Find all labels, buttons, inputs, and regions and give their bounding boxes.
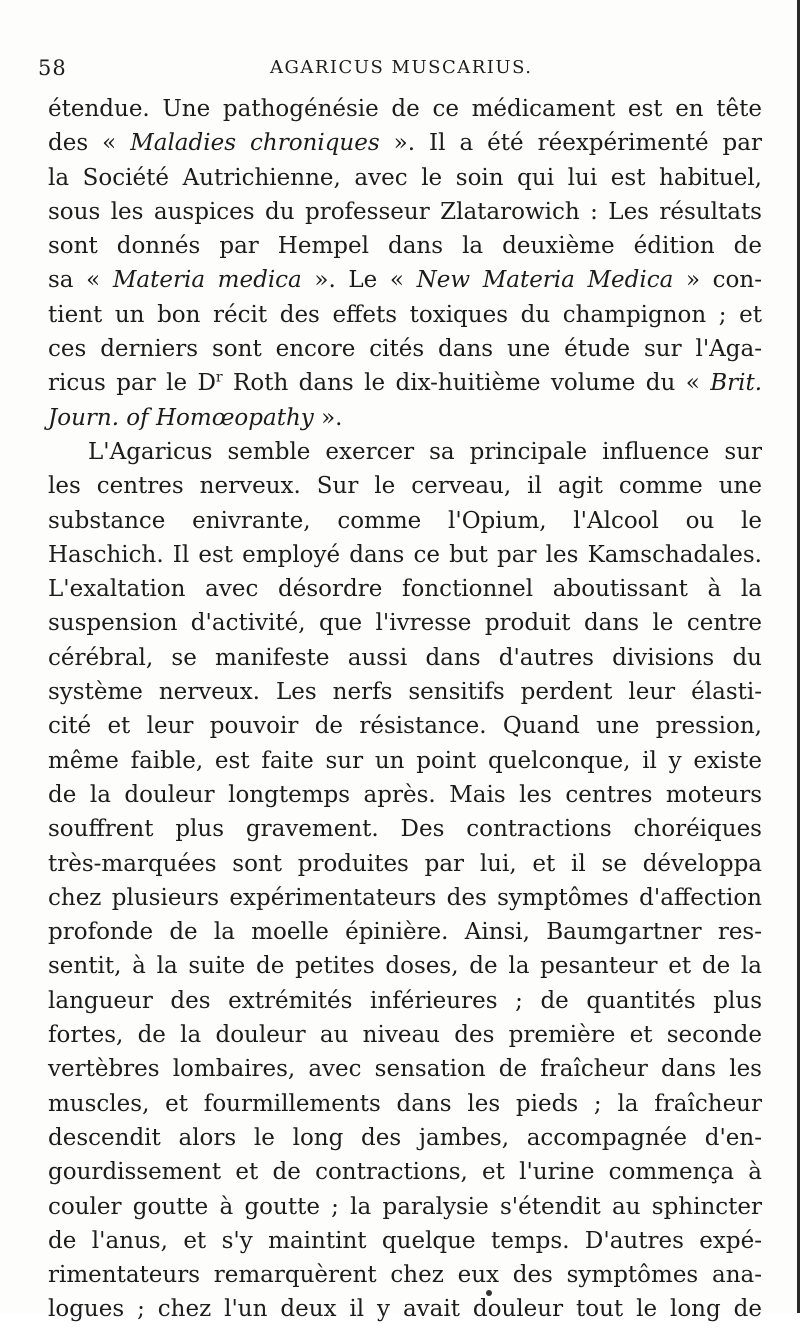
italic-text: Journ. of Homœopathy [48,404,314,431]
text-line [48,229,762,263]
text-line [48,778,762,812]
text-line [48,1155,762,1189]
text-run: suspension d'activité, que l'ivresse produit dans le centre [48,610,762,637]
text-line [48,1292,762,1326]
text-line [48,126,762,160]
text-line [48,847,762,881]
text-run: la Société Autrichienne, avec le soin qui lui est habituel, [48,164,762,191]
text-run: couler goutte à goutte ; la paralysie s'étendit au sphincter [48,1193,762,1220]
text-line [48,504,762,538]
text-run: les centres nerveux. Sur le cerveau, il agit comme une [48,473,762,500]
text-run: sous les auspices du professeur Zlatarowich : Les résultats [48,198,762,225]
text-run: logues ; chez l'un deux il y avait douleur tout le long de [48,1296,762,1323]
text-line [48,1224,762,1258]
italic-text: Materia medica [112,267,302,294]
text-run: très-marquées sont produites par lui, et il se développa [48,850,762,877]
text-line [48,195,762,229]
running-title: AGARICUS MUSCARIUS. [270,57,533,78]
text-run: L'exaltation avec désordre fonctionnel aboutissant à la [48,576,762,603]
text-run: ». Le « [301,267,417,294]
text-run: étendue. Une pathogénésie de ce médicament est en tête [48,96,762,122]
text-line [48,1190,762,1224]
text-run: sont donnés par Hempel dans la deuxième édition de [48,233,762,260]
text-run: ricus par le D [48,370,216,397]
text-run: de l'anus, et s'y maintint quelque temps. D'autres expé- [48,1227,762,1254]
text-line [48,435,762,469]
text-line [48,298,762,332]
text-run: système nerveux. Les nerfs sensitifs perdent leur élasti- [48,679,762,706]
text-line [48,572,762,606]
italic-text: Maladies chroniques [130,130,380,157]
text-run: sentit, à la suite de petites doses, de la pesanteur et de la [48,953,762,980]
text-run: ». Il a été réexpérimenté par [379,130,762,157]
page-number: 58 [38,56,67,80]
text-run: chez plusieurs expérimentateurs des symptômes d'affection [48,884,762,911]
text-run: » con- [673,267,762,294]
text-run: tient un bon récit des effets toxiques du champignon ; et [48,301,762,328]
text-run: Haschich. Il est employé dans ce but par les Kamschadales. [48,541,762,568]
text-line [48,1052,762,1086]
text-line [48,881,762,915]
text-run: souffrent plus gravement. Des contractions choréiques [48,816,762,843]
text-run: sa « [48,267,113,294]
text-run: ». [313,404,343,431]
text-line [48,1258,762,1292]
text-run: cérébral, se manifeste aussi dans d'autres divisions du [48,644,762,671]
text-line [48,538,762,572]
text-line [48,606,762,640]
text-run: rimentateurs remarquèrent chez eux des symptômes ana- [48,1262,762,1289]
text-run: muscles, et fourmillements dans les pieds ; la fraîcheur [48,1090,762,1117]
text-run: Roth dans le dix-huitième volume du « [222,370,711,397]
text-line [48,92,762,126]
text-line [48,812,762,846]
text-line [48,1087,762,1121]
text-run: des « [48,130,131,157]
text-run: fortes, de la douleur au niveau des première et seconde [48,1022,762,1049]
text-line [48,744,762,778]
text-line [48,1121,762,1155]
printer-mark [486,1290,492,1296]
text-line [48,401,762,435]
text-line [48,641,762,675]
text-run: descendit alors le long des jambes, accompagnée d'en- [48,1124,762,1151]
text-run: ces derniers sont encore cités dans une étude sur l'Aga- [48,336,762,363]
running-head [38,50,758,86]
text-line [48,949,762,983]
text-line [48,263,762,297]
text-run: L'Agaricus semble exercer sa principale influence sur [88,438,762,465]
text-line [48,915,762,949]
text-run: même faible, est faite sur un point quelconque, il y existe [48,747,762,774]
superscript: r [215,369,223,386]
text-run: substance enivrante, comme l'Opium, l'Alcool ou le [48,507,762,534]
text-line [48,1018,762,1052]
text-line [48,709,762,743]
text-line [48,984,762,1018]
body-text [48,92,762,1327]
text-line [48,161,762,195]
text-line [48,366,762,400]
italic-text: Brit. [710,370,763,397]
text-run: vertèbres lombaires, avec sensation de fraîcheur dans les [48,1056,762,1083]
text-run: de la douleur longtemps après. Mais les centres moteurs [48,781,762,808]
text-run: gourdissement et de contractions, et l'urine commença à [48,1159,762,1186]
text-line [48,469,762,503]
italic-text: New Materia Medica [416,267,674,294]
text-run: cité et leur pouvoir de résistance. Quand une pression, [48,713,762,740]
text-line [48,332,762,366]
text-run: profonde de la moelle épinière. Ainsi, Baumgartner res- [48,919,762,946]
text-run: langueur des extrémités inférieures ; de quantités plus [48,987,762,1014]
text-line [48,675,762,709]
